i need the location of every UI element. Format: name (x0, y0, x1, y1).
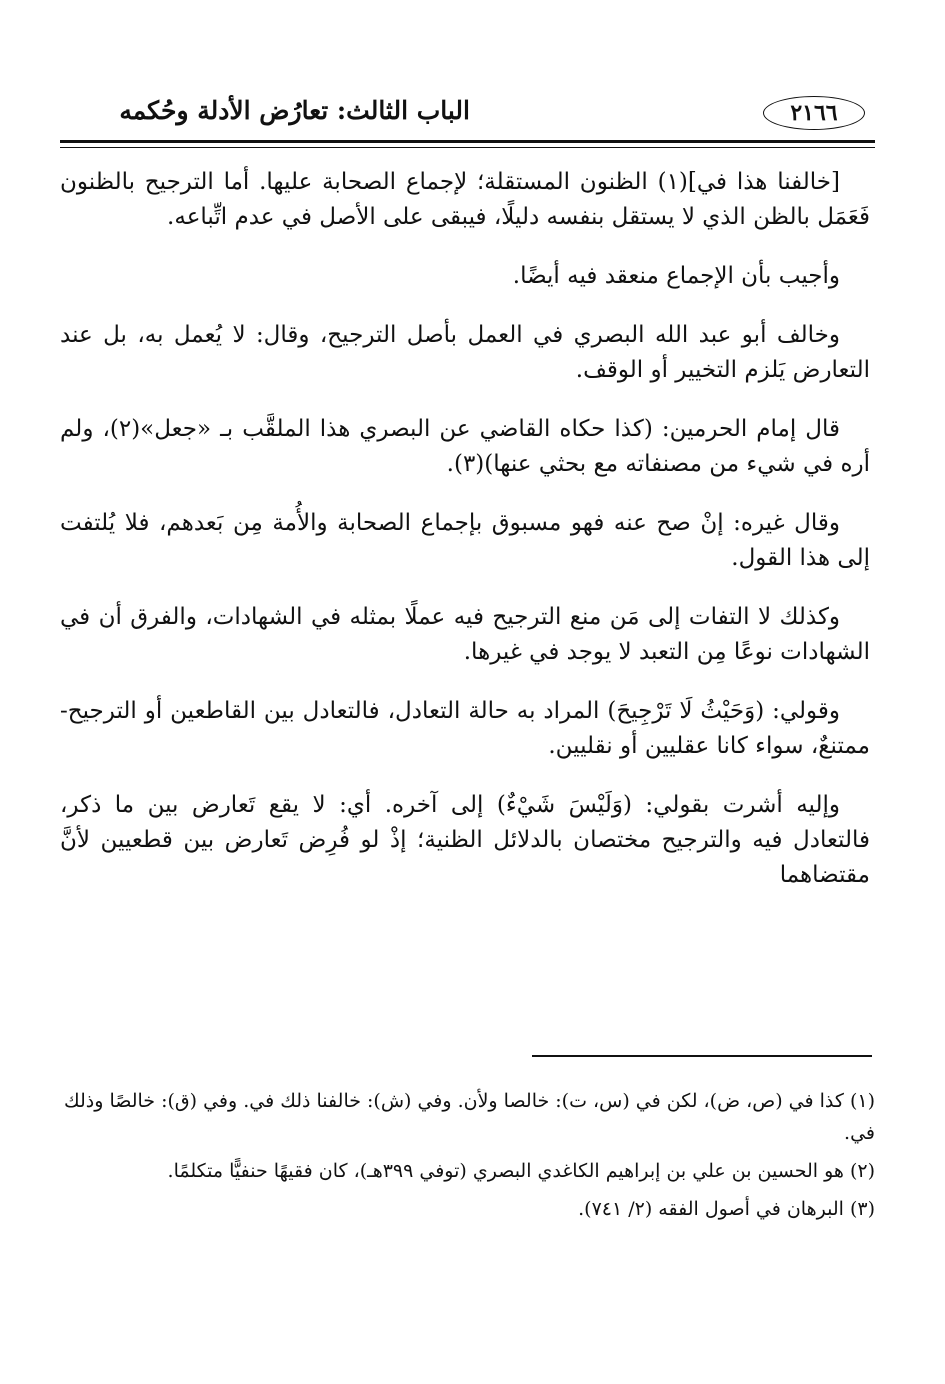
chapter-title: الباب الثالث: تعارُض الأدلة وحُكمه (119, 96, 470, 125)
paragraph: [خالفنا هذا في](١) الظنون المستقلة؛ لإجماع الصحابة عليها. أما الترجيح بالظنون فَعَمَل بالظن الذي لا يستقل بنفسه دليلًا، فيبقى على الأصل في عدم اتِّباعه. (60, 169, 870, 230)
footnotes (60, 1085, 875, 1231)
paragraph: وقال غيره: إنْ صح عنه فهو مسبوق بإجماع الصحابة والأُمة مِن بَعدهم، فلا يُلتفت إلى هذا القول. (60, 510, 870, 571)
page-header (60, 96, 875, 136)
paragraph: وخالف أبو عبد الله البصري في العمل بأصل الترجيح، وقال: لا يُعمل به، بل عند التعارض يَلزم التخيير أو الوقف. (60, 322, 870, 383)
paragraph: وأجيب بأن الإجماع منعقد فيه أيضًا. (512, 263, 840, 289)
page-number: ٢١٦٦ (763, 96, 865, 130)
paragraph: وقولي: (وَحَيْثُ لَا تَرْجِيحَ) المراد به حالة التعادل، فالتعادل بين القاطعين أو الترجيح- ممتنعٌ، سواء كانا عقليين أو نقليين. (60, 698, 870, 759)
footnote: (٣) البرهان في أصول الفقه (٢/ ٧٤١). (578, 1198, 875, 1220)
paragraph: قال إمام الحرمين: (كذا حكاه القاضي عن البصري هذا الملقَّب بـ «جعل»(٢)، ولم أره في شيء من مصنفاته مع بحثي عنها)(٣). (60, 416, 870, 477)
paragraph: وإليه أشرت بقولي: (وَلَيْسَ شَيْءٌ) إلى آخره. أي: لا يقع تَعارض بين ما ذكر، فالتعادل فيه والترجيح مختصان بالدلائل الظنية؛ إذْ لو فُرِض تَعارض بين قطعيين لأنَّ مقتضاهما (60, 792, 870, 888)
footnote: (١) كذا في (ص، ض)، لكن في (س، ت): خالصا ولأن. وفي (ش): خالفنا ذلك في. وفي (ق): خالصًا وذلك في. (63, 1090, 875, 1144)
footnote-separator (532, 1055, 872, 1057)
footnote: (٢) هو الحسين بن علي بن إبراهيم الكاغدي البصري (توفي ٣٩٩هـ)، كان فقيهًا حنفيًّا متكلمًا. (167, 1160, 875, 1182)
header-rule-thin (60, 147, 875, 148)
paragraph: وكذلك لا التفات إلى مَن منع الترجيح فيه عملًا بمثله في الشهادات، والفرق أن في الشهادات نوعًا مِن التعبد لا يوجد في غيرها. (60, 604, 870, 665)
main-text (60, 165, 870, 917)
header-rule-thick (60, 140, 875, 143)
